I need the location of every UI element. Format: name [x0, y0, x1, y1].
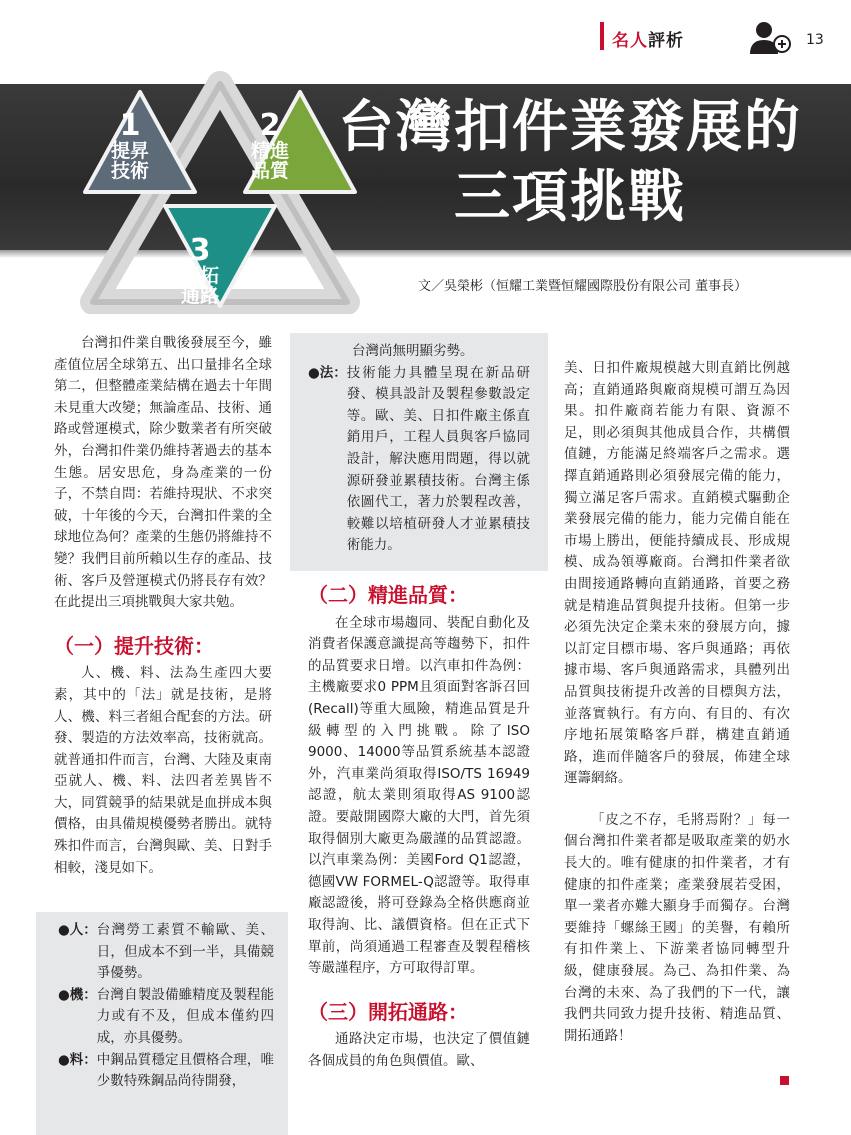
section-2-paragraph: 在全球市場趨同、裝配自動化及消費者保護意識提高等趨勢下，扣件的品質要求日增。以汽車扣件為例：主機廠要求0 PPM且須面對客訴召回(Recall)等重大風險，精進品質是升級轉型的入門挑戰。除了ISO 9000、14000等品質系統基本認證外，汽車業尚須取得ISO/TS 16949認證，航太業則須取得AS 9100認證。要敲開國際大廠的大門，首先須取得個別大廠更為嚴謹的品質認證。以汽車業為例：美國Ford Q1認證，德國VW FORMEL-Q認證等。取得車廠認證後，將可登錄為全格供應商並取得詢、比、議價資格。但在正式下單前，尚須通過工程審查及製程稽核等嚴謹程序，方可取得訂單。	[308, 614, 530, 977]
column-2	[308, 585, 530, 1072]
section-1-paragraph: 人、機、料、法為生產四大要素，其中的「法」就是技術，是將人、機、料三者組合配套的方法。研發、製造的方法效率高，技術就高。就普通扣件而言，台灣、大陸及東南亞就人、機、料、法四者差異皆不大，同質競爭的結果就是血拼成本與價格，由具備規模優勢者勝出。就特殊扣件而言，台灣與歐、美、日對手相較，淺見如下。	[54, 665, 272, 876]
bullet-ren: ●人： 台灣勞工素質不輸歐、美、日，但成本不到一半，具備競爭優勢。	[58, 922, 274, 982]
triangle-1-label: 1 提昇 技術	[110, 108, 149, 182]
triangle-2-label: 2 精進 品質	[250, 108, 289, 182]
column-3	[564, 358, 790, 1047]
bullet-liao: ●料： 中鋼品質穩定且價格合理，唯少數特殊鋼品尚待開發，	[58, 1051, 274, 1090]
page-number: 13	[806, 32, 824, 48]
byline: 文／吳榮彬（恒耀工業暨恒耀國際股份有限公司 董事長）	[418, 279, 748, 294]
bullet-ji: ●機： 台灣自製設備雖精度及製程能力或有不及，但成本僅約四成，亦具優勢。	[58, 986, 274, 1046]
section-2-heading: （二）精進品質：	[308, 583, 468, 607]
bullet-fa: ●法： 技術能力具體呈現在新品研發、模具設計及製程參數設定等。歐、美、日扣件廠主係直銷用戶，工程人員與客戶協同設計，解決應用問題，得以就源研發並累積技術。台灣主係依圖代工，著力於製程改善，較難以培植研發人才並累積技術能力。	[308, 364, 530, 554]
col3-paragraph-2: 「皮之不存，毛將焉附？」每一個台灣扣件業者都是吸取產業的奶水長大的。唯有健康的扣件業者，才有健康的扣件產業；產業發展若受困，單一業者亦難大顯身手而獨存。台灣要維持「螺絲王國」的美譽，有賴所有扣件業上、下游業者協同轉型升級，健康發展。為己、為扣件業、為台灣的未來、為了我們的下一代，讓我們共同致力提升技術、精進品質、開拓通路！	[564, 811, 790, 1044]
header-accent-bar	[600, 22, 604, 50]
bullet-continuation: 台灣尚無明顯劣勢。	[352, 343, 474, 359]
section-1-heading: （一）提升技術：	[54, 633, 214, 658]
triangle-3-label: 3 開拓 通路	[180, 233, 219, 307]
end-mark	[780, 1076, 789, 1085]
title-line-2: 三項挑戰	[454, 164, 686, 230]
bullet-list-2	[308, 341, 530, 557]
section-3-paragraph: 通路決定市場，也決定了價值鏈各個成員的角色與價值。歐、	[308, 1031, 530, 1069]
section-label: 名人評析	[612, 31, 684, 51]
person-plus-icon	[744, 20, 794, 54]
col3-paragraph-1: 美、日扣件廠規模越大則直銷比例越高；直銷通路與廠商規模可謂互為因果。扣件廠商若能力有限、資源不足，則必須與其他成員合作，共構價值鏈，方能滿足終端客戶之需求。選擇直銷通路則必須發展完備的能力，獨立滿足客戶需求。直銷模式驅動企業發展完備的能力，能力完備自能在市場上勝出，便能持續成長、形成規模、成為領導廠商。台灣扣件業者欲由間接通路轉向直銷通路，首要之務就是精進品質與提升技術。但第一步必須先決定企業未來的發展方向，據以訂定目標市場、客戶與通路；再依據市場、客戶與通路需求，具體列出品質與技術提升改善的目標與方法，並落實執行。有方向、有目的、有次序地拓展策略客戶群，構建直銷通路，進而伴隨客戶的發展，佈建全球運籌網絡。	[564, 360, 790, 787]
bullet-list-1	[58, 920, 274, 1093]
intro-paragraph: 台灣扣件業自戰後發展至今，雖產值位居全球第五、出口量排名全球第二，但整體產業結構在過去十年間未見重大改變；無論產品、技術、通路或營運模式，除少數業者有所突破外，台灣扣件業仍維持著過去的基本生態。居安思危，身為產業的一份子，不禁自問：若維持現狀、不求突破，十年後的今天，台灣扣件業的全球地位為何？產業的生態仍將維持不變？我們目前所賴以生存的產品、技術、客戶及營運模式仍將長存有效？在此提出三項挑戰與大家共勉。	[54, 335, 272, 611]
title-line-1: 台灣扣件業發展的	[338, 94, 802, 160]
article-title	[300, 92, 840, 232]
section-3-heading: （三）開拓通路：	[308, 999, 468, 1024]
column-1	[54, 333, 272, 879]
